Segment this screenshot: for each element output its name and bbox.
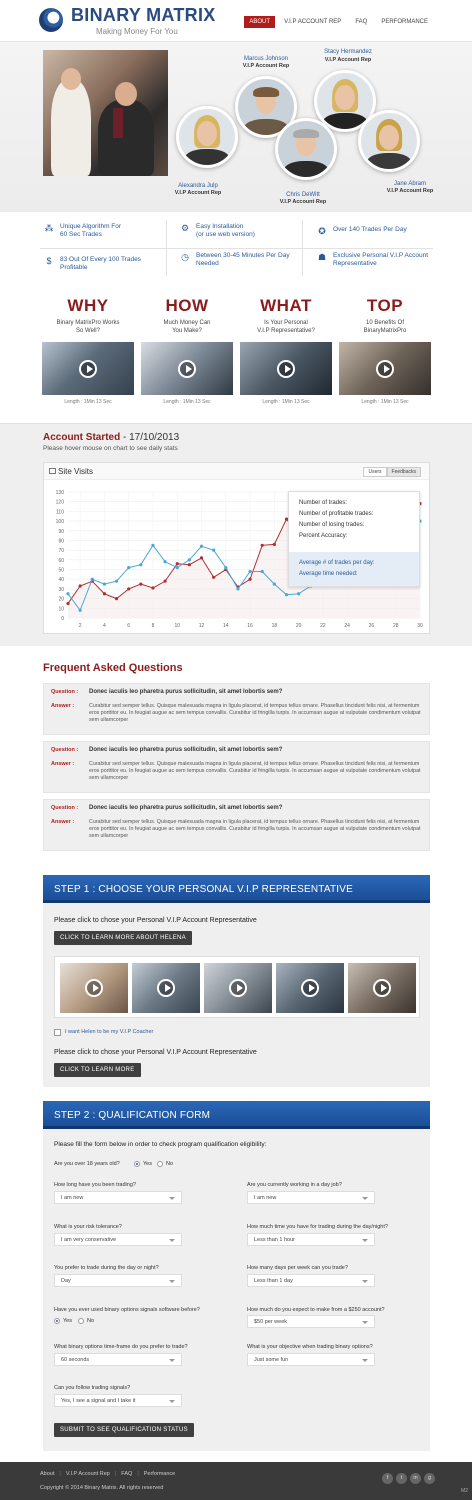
step2-header <box>43 1101 430 1129</box>
rep-photo-alexandra[interactable] <box>176 106 238 168</box>
answer-label: Answer : <box>51 819 75 825</box>
helen-coach-label[interactable]: I want Helen to be my V.I.P Coacher <box>65 1029 154 1035</box>
data-point <box>188 563 191 566</box>
helen-coach-checkbox[interactable] <box>54 1029 61 1036</box>
video-sub-1: 10 Benefits Of <box>365 320 405 326</box>
video-sub-1: Much Money Can <box>163 320 211 326</box>
video-length: Length : 1Min 13 Sec <box>361 399 409 405</box>
video-sub-2: So Well? <box>76 328 100 334</box>
age-yes-radio[interactable] <box>134 1161 140 1167</box>
faq-answer: Curabitur sed semper tellus. Quisque malesuada magna in ligula placerat, id tempus tellus ornare. Phasellus tincidunt felis nisi, at fermentum eros porttitor eu. In feugiat augue ac sem tempus convallis. Curabitur id fringilla turpis. In accumsan augue at vulputate condimentum volutpat sem ullamcorper <box>89 703 421 723</box>
feature-time-needed <box>180 252 290 268</box>
data-point <box>103 592 106 595</box>
logo-icon[interactable] <box>39 8 63 32</box>
video-why <box>42 296 134 405</box>
field-label: What is your objective when trading binary options? <box>247 1344 373 1350</box>
video-thumbnail[interactable] <box>42 342 134 395</box>
rep-name-marcus[interactable]: Marcus Johnson <box>243 56 289 62</box>
form-intro: Please fill the form below in order to check program qualification eligibility: <box>54 1141 267 1148</box>
x-tick-label: 14 <box>223 623 229 629</box>
rep-role-alexandra: V.I.P Account Rep <box>174 190 222 196</box>
footer-sep: | <box>59 1471 61 1477</box>
video-subtitle <box>141 319 233 337</box>
step1-title: STEP 1 : CHOOSE YOUR PERSONAL V.I.P REPRESENTATIVE <box>54 884 353 895</box>
software-no-radio[interactable] <box>78 1318 84 1324</box>
footer-mark: M2 <box>461 1488 468 1494</box>
video-length: Length : 1Min 13 Sec <box>163 399 211 405</box>
tooltip-row: Number of profitable trades: <box>299 511 374 517</box>
x-tick-label: 26 <box>368 623 375 629</box>
y-tick-label: 110 <box>56 509 64 516</box>
rep-thumbnail[interactable] <box>348 963 416 1013</box>
feature-text-2: (or use web version) <box>196 231 255 238</box>
feature-text-2: Representative <box>333 260 377 267</box>
data-point <box>212 576 215 579</box>
account-date: - 17/10/2013 <box>123 432 180 443</box>
features-divider-v1 <box>166 220 167 276</box>
rep-name-alexandra[interactable]: Alexandra Julp <box>178 183 218 189</box>
field-label: What is your risk tolerance? <box>54 1224 122 1230</box>
video-length: Length : 1Min 13 Sec <box>64 399 112 405</box>
x-tick-label: 30 <box>417 623 423 629</box>
video-sub-1: Is Your Personal <box>264 320 308 326</box>
data-point <box>176 562 179 565</box>
video-subtitle <box>240 319 332 337</box>
chart-header <box>44 463 429 480</box>
chart-tabs <box>363 467 421 477</box>
data-point <box>273 582 276 585</box>
x-tick-label: 12 <box>198 623 205 629</box>
y-tick-label: 100 <box>55 519 64 526</box>
footer-links <box>40 1471 175 1477</box>
software-yes-label[interactable]: Yes <box>63 1318 72 1324</box>
play-icon[interactable] <box>229 979 247 997</box>
faq-question[interactable]: Donec iaculis leo pharetra purus sollicitudin, sit amet lobortis sem? <box>89 805 283 811</box>
rep-thumbnail-strip <box>54 956 420 1018</box>
x-tick-label: 2 <box>78 623 82 629</box>
brand-name[interactable]: BINARY MATRIX <box>71 5 216 25</box>
y-tick-label: 10 <box>58 606 64 613</box>
question-label: Question : <box>51 747 79 753</box>
faq-item <box>43 741 430 793</box>
rep-photo-jane[interactable] <box>358 110 420 172</box>
video-sub-2: V.I.P Representative? <box>257 328 315 334</box>
feature-text: Exclusive Personal V.I.P Account <box>333 252 429 259</box>
data-point <box>248 570 251 573</box>
rep-thumbnail[interactable] <box>204 963 272 1013</box>
data-point <box>176 566 179 569</box>
risk-tolerance-select[interactable]: I am very conservative <box>54 1233 182 1246</box>
chart-icon <box>49 468 56 474</box>
tooltip-row: Average # of trades per day: <box>299 560 375 566</box>
video-thumbnail[interactable] <box>240 342 332 395</box>
data-point <box>164 580 167 583</box>
faq-answer: Curabitur sed semper tellus. Quisque malesuada magna in ligula placerat, id tempus tellus ornare. Phasellus tincidunt felis nisi, at fermentum eros porttitor eu. In feugiat augue ac sem tempus convallis. Curabitur id fringilla turpis. In accumsan augue at vulputate condimentum volutpat sem ullamcorper <box>89 761 421 781</box>
x-tick-label: 4 <box>103 623 106 629</box>
footer-sep: | <box>137 1471 139 1477</box>
feature-text: Over 140 Trades Per Day <box>333 226 407 233</box>
data-point <box>285 593 288 596</box>
data-point <box>66 592 69 595</box>
data-point <box>261 544 264 547</box>
chart-tooltip <box>288 491 420 587</box>
step1-header <box>43 875 430 903</box>
age-question: Are you over 18 years old? <box>54 1161 120 1167</box>
feature-vip-rep <box>317 252 428 268</box>
x-tick-label: 28 <box>392 623 399 629</box>
video-how <box>141 296 233 405</box>
y-tick-label: 70 <box>58 548 64 555</box>
faq-item <box>43 683 430 735</box>
rep-role-marcus: V.I.P Account Rep <box>242 63 290 69</box>
y-tick-label: 80 <box>58 538 64 545</box>
field-label: How much do you expect to make from a $250 account? <box>247 1307 385 1313</box>
data-point <box>212 549 215 552</box>
google-icon[interactable]: g <box>424 1473 435 1484</box>
question-label: Question : <box>51 805 79 811</box>
day-job-select[interactable]: I am new <box>247 1191 375 1204</box>
chart-panel[interactable] <box>43 462 430 634</box>
data-point <box>115 580 118 583</box>
data-point <box>91 578 94 581</box>
time-frame-select[interactable]: 60 seconds <box>54 1353 182 1366</box>
video-what <box>240 296 332 405</box>
faq-question[interactable]: Donec iaculis leo pharetra purus sollicitudin, sit amet lobortis sem? <box>89 689 283 695</box>
copyright: Copyright © 2014 Binary Matrix. All rights reserved <box>40 1485 164 1491</box>
nav-performance[interactable]: PERFORMANCE <box>381 19 428 25</box>
brand-tagline: Making Money For You <box>96 27 178 36</box>
video-top <box>339 296 431 405</box>
video-subtitle <box>42 319 134 337</box>
field-label: Can you follow trading signals? <box>54 1385 131 1391</box>
x-tick-label: 18 <box>271 623 278 629</box>
submit-qualification-button[interactable]: SUBMIT TO SEE QUALIFICATION STATUS <box>54 1423 194 1437</box>
footer-link-faq[interactable]: FAQ <box>121 1471 133 1477</box>
site-footer <box>0 1462 472 1500</box>
feature-text: Between 30-45 Minutes Per Day <box>196 252 290 259</box>
field-label: How much time you have for trading during the day/night? <box>247 1224 388 1230</box>
x-tick-label: 10 <box>174 623 181 629</box>
y-tick-label: 30 <box>58 586 64 593</box>
learn-more-helena-button[interactable]: CLICK TO LEARN MORE ABOUT HELENA <box>54 931 192 945</box>
y-tick-label: 130 <box>55 490 64 496</box>
rep-thumbnail[interactable] <box>60 963 128 1013</box>
nav-about[interactable]: ABOUT <box>244 16 275 28</box>
faq-item <box>43 799 430 851</box>
features-divider-v2 <box>302 220 303 276</box>
feature-algorithm <box>44 223 121 239</box>
chart-hint: Please hover mouse on chart to see daily stats <box>43 445 178 452</box>
hero-banner <box>0 42 472 212</box>
software-yes-radio[interactable] <box>54 1318 60 1324</box>
feature-text: Unique Algorithm For <box>60 223 122 230</box>
rep-name-chris[interactable]: Chris DeWitt <box>286 192 320 198</box>
clock-icon: ◷ <box>181 252 189 262</box>
data-point <box>103 582 106 585</box>
play-icon[interactable] <box>157 979 175 997</box>
age-no-label[interactable]: No <box>166 1161 174 1167</box>
video-thumbnail[interactable] <box>339 342 431 395</box>
footer-link-about[interactable]: About <box>40 1471 55 1477</box>
x-tick-label: 22 <box>320 623 326 629</box>
video-heading: WHY <box>67 296 109 315</box>
rep-name-stacy[interactable]: Stacy Hermandez <box>324 49 372 55</box>
data-point <box>115 597 118 600</box>
nav-faq[interactable]: FAQ <box>355 19 368 25</box>
tooltip-row: Average time needed: <box>299 571 358 577</box>
account-started-title <box>43 432 179 443</box>
step1-prompt-2: Please click to chose your Personal V.I.P Account Representative <box>54 1049 257 1056</box>
facebook-icon[interactable]: f <box>382 1473 393 1484</box>
y-tick-label: 40 <box>58 577 64 584</box>
feature-trades-per-day <box>317 226 407 236</box>
site-header <box>0 0 472 42</box>
y-tick-label: 0 <box>61 616 64 622</box>
tooltip-footer <box>289 552 419 586</box>
age-no-radio[interactable] <box>157 1161 163 1167</box>
software-no-label[interactable]: No <box>87 1318 95 1324</box>
data-point <box>151 544 154 547</box>
field-label: What binary options time-frame do you prefer to trade? <box>54 1344 188 1350</box>
rep-photo-chris[interactable] <box>275 118 337 180</box>
play-icon[interactable] <box>85 979 103 997</box>
rep-thumbnail[interactable] <box>132 963 200 1013</box>
play-icon[interactable] <box>301 979 319 997</box>
step2-title: STEP 2 : QUALIFICATION FORM <box>54 1110 211 1121</box>
footer-link-performance[interactable]: Performance <box>143 1471 176 1477</box>
question-label: Question : <box>51 689 79 695</box>
rep-role-jane: V.I.P Account Rep <box>386 188 434 194</box>
rep-role-chris: V.I.P Account Rep <box>279 199 327 205</box>
y-tick-label: 120 <box>55 499 64 506</box>
tab-users[interactable]: Users <box>363 467 386 477</box>
x-tick-label: 24 <box>344 623 350 629</box>
software-question: Have you ever used binary options signals software before? <box>54 1307 200 1313</box>
faq-question[interactable]: Donec iaculis leo pharetra purus sollicitudin, sit amet lobortis sem? <box>89 747 283 753</box>
expected-earnings-select[interactable]: $50 per week <box>247 1315 375 1328</box>
video-sub-2: You Make? <box>172 328 202 334</box>
objective-select[interactable]: Just some fun <box>247 1353 375 1366</box>
day-night-select[interactable]: Day <box>54 1274 182 1287</box>
age-yes-label[interactable]: Yes <box>143 1161 152 1167</box>
y-tick-label: 20 <box>58 596 64 603</box>
field-label: You prefer to trade during the day or night? <box>54 1265 159 1271</box>
feature-text: Easy Installation <box>196 223 244 230</box>
tooltip-row: Percent Accuracy: <box>299 533 348 539</box>
data-point <box>66 602 69 605</box>
play-icon[interactable] <box>79 360 97 378</box>
main-nav <box>244 16 433 28</box>
data-point <box>151 586 154 589</box>
data-point <box>139 582 142 585</box>
data-point <box>188 558 191 561</box>
data-point <box>164 560 167 563</box>
ribbon-icon: ✪ <box>318 226 326 236</box>
video-sub-1: Binary MatrixPro Works <box>56 320 120 326</box>
network-icon: ⁂ <box>44 223 54 233</box>
gears-icon: ⚙ <box>180 223 190 233</box>
faq-answer: Curabitur sed semper tellus. Quisque malesuada magna in ligula placerat, id tempus tellus ornare. Phasellus tincidunt felis nisi, at fermentum eros porttitor eu. In feugiat augue ac sem tempus convallis. Curabitur id fringilla turpis. In accumsan augue at vulputate condimentum volutpat sem ullamcorper <box>89 819 421 839</box>
footer-link-vip[interactable]: V.I.P Account Rep <box>65 1471 110 1477</box>
x-tick-label: 16 <box>247 623 253 629</box>
feature-profitable <box>44 256 141 272</box>
x-tick-label: 20 <box>295 623 302 629</box>
data-point <box>200 556 203 559</box>
team-photo <box>43 50 168 176</box>
data-point <box>200 545 203 548</box>
trading-time-select[interactable]: Less than 1 hour <box>247 1233 375 1246</box>
video-heading: HOW <box>165 296 209 315</box>
tab-feedbacks[interactable]: Feedbacks <box>387 467 421 477</box>
data-point <box>297 592 300 595</box>
step1-prompt: Please click to chose your Personal V.I.P Account Representative <box>54 917 257 924</box>
y-tick-label: 50 <box>58 567 64 574</box>
video-length: Length : 1Min 13 Sec <box>262 399 310 405</box>
rep-thumbnail[interactable] <box>276 963 344 1013</box>
trading-experience-select[interactable]: I am new <box>54 1191 182 1204</box>
y-tick-label: 60 <box>58 557 64 564</box>
tooltip-row: Number of trades: <box>299 500 348 506</box>
video-sub-2: BinaryMatrixPro <box>363 328 407 334</box>
features-divider <box>40 248 433 249</box>
faq-title: Frequent Asked Questions <box>43 662 183 674</box>
learn-more-button[interactable]: CLICK TO LEARN MORE <box>54 1063 141 1077</box>
video-heading: TOP <box>366 296 404 315</box>
trading-signals-select[interactable]: Yes, I see a signal and I take it <box>54 1394 182 1407</box>
field-label: Are you currently working in a day job? <box>247 1182 342 1188</box>
rep-role-stacy: V.I.P Account Rep <box>324 57 372 63</box>
answer-label: Answer : <box>51 761 75 767</box>
data-point <box>261 570 264 573</box>
data-point <box>79 584 82 587</box>
field-label: How long have you been trading? <box>54 1182 136 1188</box>
x-tick-label: 8 <box>151 623 155 629</box>
data-point <box>236 587 239 590</box>
feature-text-2: Profitable <box>60 264 88 271</box>
data-point <box>139 563 142 566</box>
play-icon[interactable] <box>373 979 391 997</box>
video-subtitle <box>339 319 431 337</box>
data-point <box>273 543 276 546</box>
play-icon[interactable] <box>376 360 394 378</box>
footer-sep: | <box>114 1471 117 1477</box>
data-point <box>127 587 130 590</box>
dollar-icon: $ <box>46 256 52 266</box>
play-icon[interactable] <box>277 360 295 378</box>
account-title-text: Account Started <box>43 432 121 443</box>
data-point <box>248 578 251 581</box>
video-thumbnail[interactable] <box>141 342 233 395</box>
x-tick-label: 6 <box>127 623 131 629</box>
data-point <box>79 609 82 612</box>
data-point <box>127 566 130 569</box>
y-tick-label: 90 <box>58 528 64 535</box>
chart-title: Site Visits <box>58 467 93 476</box>
answer-label: Answer : <box>51 703 75 709</box>
twitter-icon[interactable]: t <box>396 1473 407 1484</box>
feature-text-2: Needed <box>196 260 219 267</box>
days-per-week-select[interactable]: Less than 1 day <box>247 1274 375 1287</box>
linkedin-icon[interactable]: in <box>410 1473 421 1484</box>
feature-text-2: 60 Sec Trades <box>60 231 102 238</box>
rep-name-jane[interactable]: Jane Abram <box>393 181 427 187</box>
users-icon: ☗ <box>317 252 327 262</box>
data-point <box>224 566 227 569</box>
feature-installation <box>180 223 255 239</box>
feature-text: 83 Out Of Every 100 Trades <box>60 256 141 263</box>
field-label: How many days per week can you trade? <box>247 1265 348 1271</box>
video-heading: WHAT <box>260 296 312 315</box>
tooltip-row: Number of losing trades: <box>299 522 365 528</box>
play-icon[interactable] <box>178 360 196 378</box>
nav-vip-account-rep[interactable]: V.I.P ACCOUNT REP <box>284 19 342 25</box>
